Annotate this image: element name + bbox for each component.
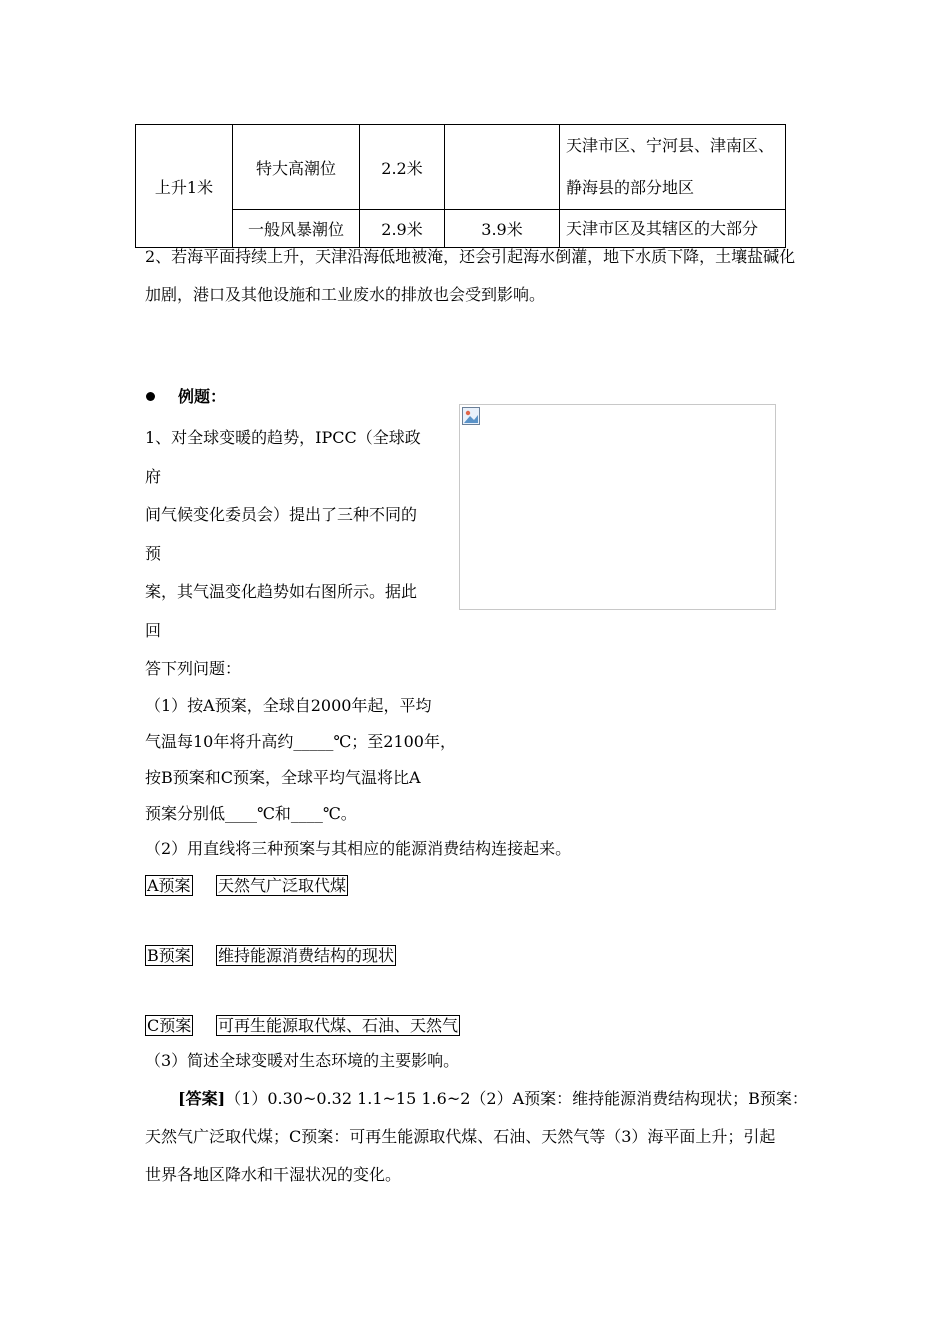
question-intro-line: 案，其气温变化趋势如右图所示。据此 — [145, 582, 418, 601]
answer-line-1 — [178, 1086, 808, 1109]
table-cell: 天津市区及其辖区的大部分 — [560, 210, 786, 248]
table-cell: 上升1米 — [136, 125, 233, 248]
match-row-a — [145, 873, 193, 896]
question-1-line: 按B预案和C预案，全球平均气温将比A — [145, 768, 421, 787]
question-intro-line: 答下列问题： — [145, 659, 242, 678]
question-1-line: （1）按A预案，全球自2000年起，平均 — [145, 696, 432, 715]
table-cell: 3.9米 — [445, 210, 560, 248]
paragraph-sea-level: 2、若海平面持续上升，天津沿海低地被淹，还会引起海水倒灌，地下水质下降，土壤盐碱化加剧，港口及其他设施和工业废水的排放也会受到影响。 — [145, 247, 796, 304]
question-1-line: 预案分别低____℃和____℃。 — [145, 804, 357, 823]
table-cell: 2.9米 — [360, 210, 445, 248]
plan-label: C预案 — [147, 1016, 192, 1035]
question-3: （3）简述全球变暖对生态环境的主要影响。 — [145, 1051, 460, 1070]
table-cell: 特大高潮位 — [233, 125, 360, 210]
structure-label: 可再生能源取代煤、石油、天然气 — [218, 1016, 459, 1035]
broken-image-placeholder — [459, 404, 776, 610]
structure-label: 天然气广泛取代煤 — [218, 876, 347, 895]
plan-label: B预案 — [147, 946, 191, 965]
match-structure-a — [216, 873, 348, 896]
question-intro-line: 1、对全球变暖的趋势，IPCC（全球政 — [145, 428, 421, 447]
table-cell — [445, 125, 560, 210]
plan-label: A预案 — [147, 876, 191, 895]
match-row-c — [145, 1013, 193, 1036]
question-intro-line: 预 — [145, 544, 162, 563]
question-intro-line: 府 — [145, 467, 162, 486]
table-cell: 天津市区、宁河县、津南区、静海县的部分地区 — [560, 125, 786, 210]
tide-impact-table — [135, 124, 786, 248]
match-structure-c — [216, 1013, 460, 1036]
structure-label: 维持能源消费结构的现状 — [218, 946, 395, 965]
answer-line-2: 天然气广泛取代煤；C预案：可再生能源取代煤、石油、天然气等（3）海平面上升；引起 — [145, 1127, 776, 1146]
match-structure-b — [216, 943, 396, 966]
question-2: （2）用直线将三种预案与其相应的能源消费结构连接起来。 — [145, 839, 572, 858]
bullet-icon — [146, 392, 155, 401]
table-cell: 2.2米 — [360, 125, 445, 210]
table-row — [136, 125, 786, 210]
example-heading: 例题： — [178, 387, 227, 406]
question-1-line: 气温每10年将升高约_____℃；至2100年， — [145, 732, 456, 751]
question-intro-line: 间气候变化委员会）提出了三种不同的 — [145, 505, 418, 524]
answer-label: [答案] — [178, 1089, 226, 1108]
answer-text: （1）0.30~0.32 1.1~15 1.6~2（2）A预案：维持能源消费结构现状；B预案： — [225, 1089, 808, 1108]
table-cell: 一般风暴潮位 — [233, 210, 360, 248]
question-intro-line: 回 — [145, 621, 162, 640]
answer-line-3: 世界各地区降水和干湿状况的变化。 — [145, 1165, 402, 1184]
match-row-b — [145, 943, 193, 966]
broken-image-icon — [462, 407, 480, 425]
